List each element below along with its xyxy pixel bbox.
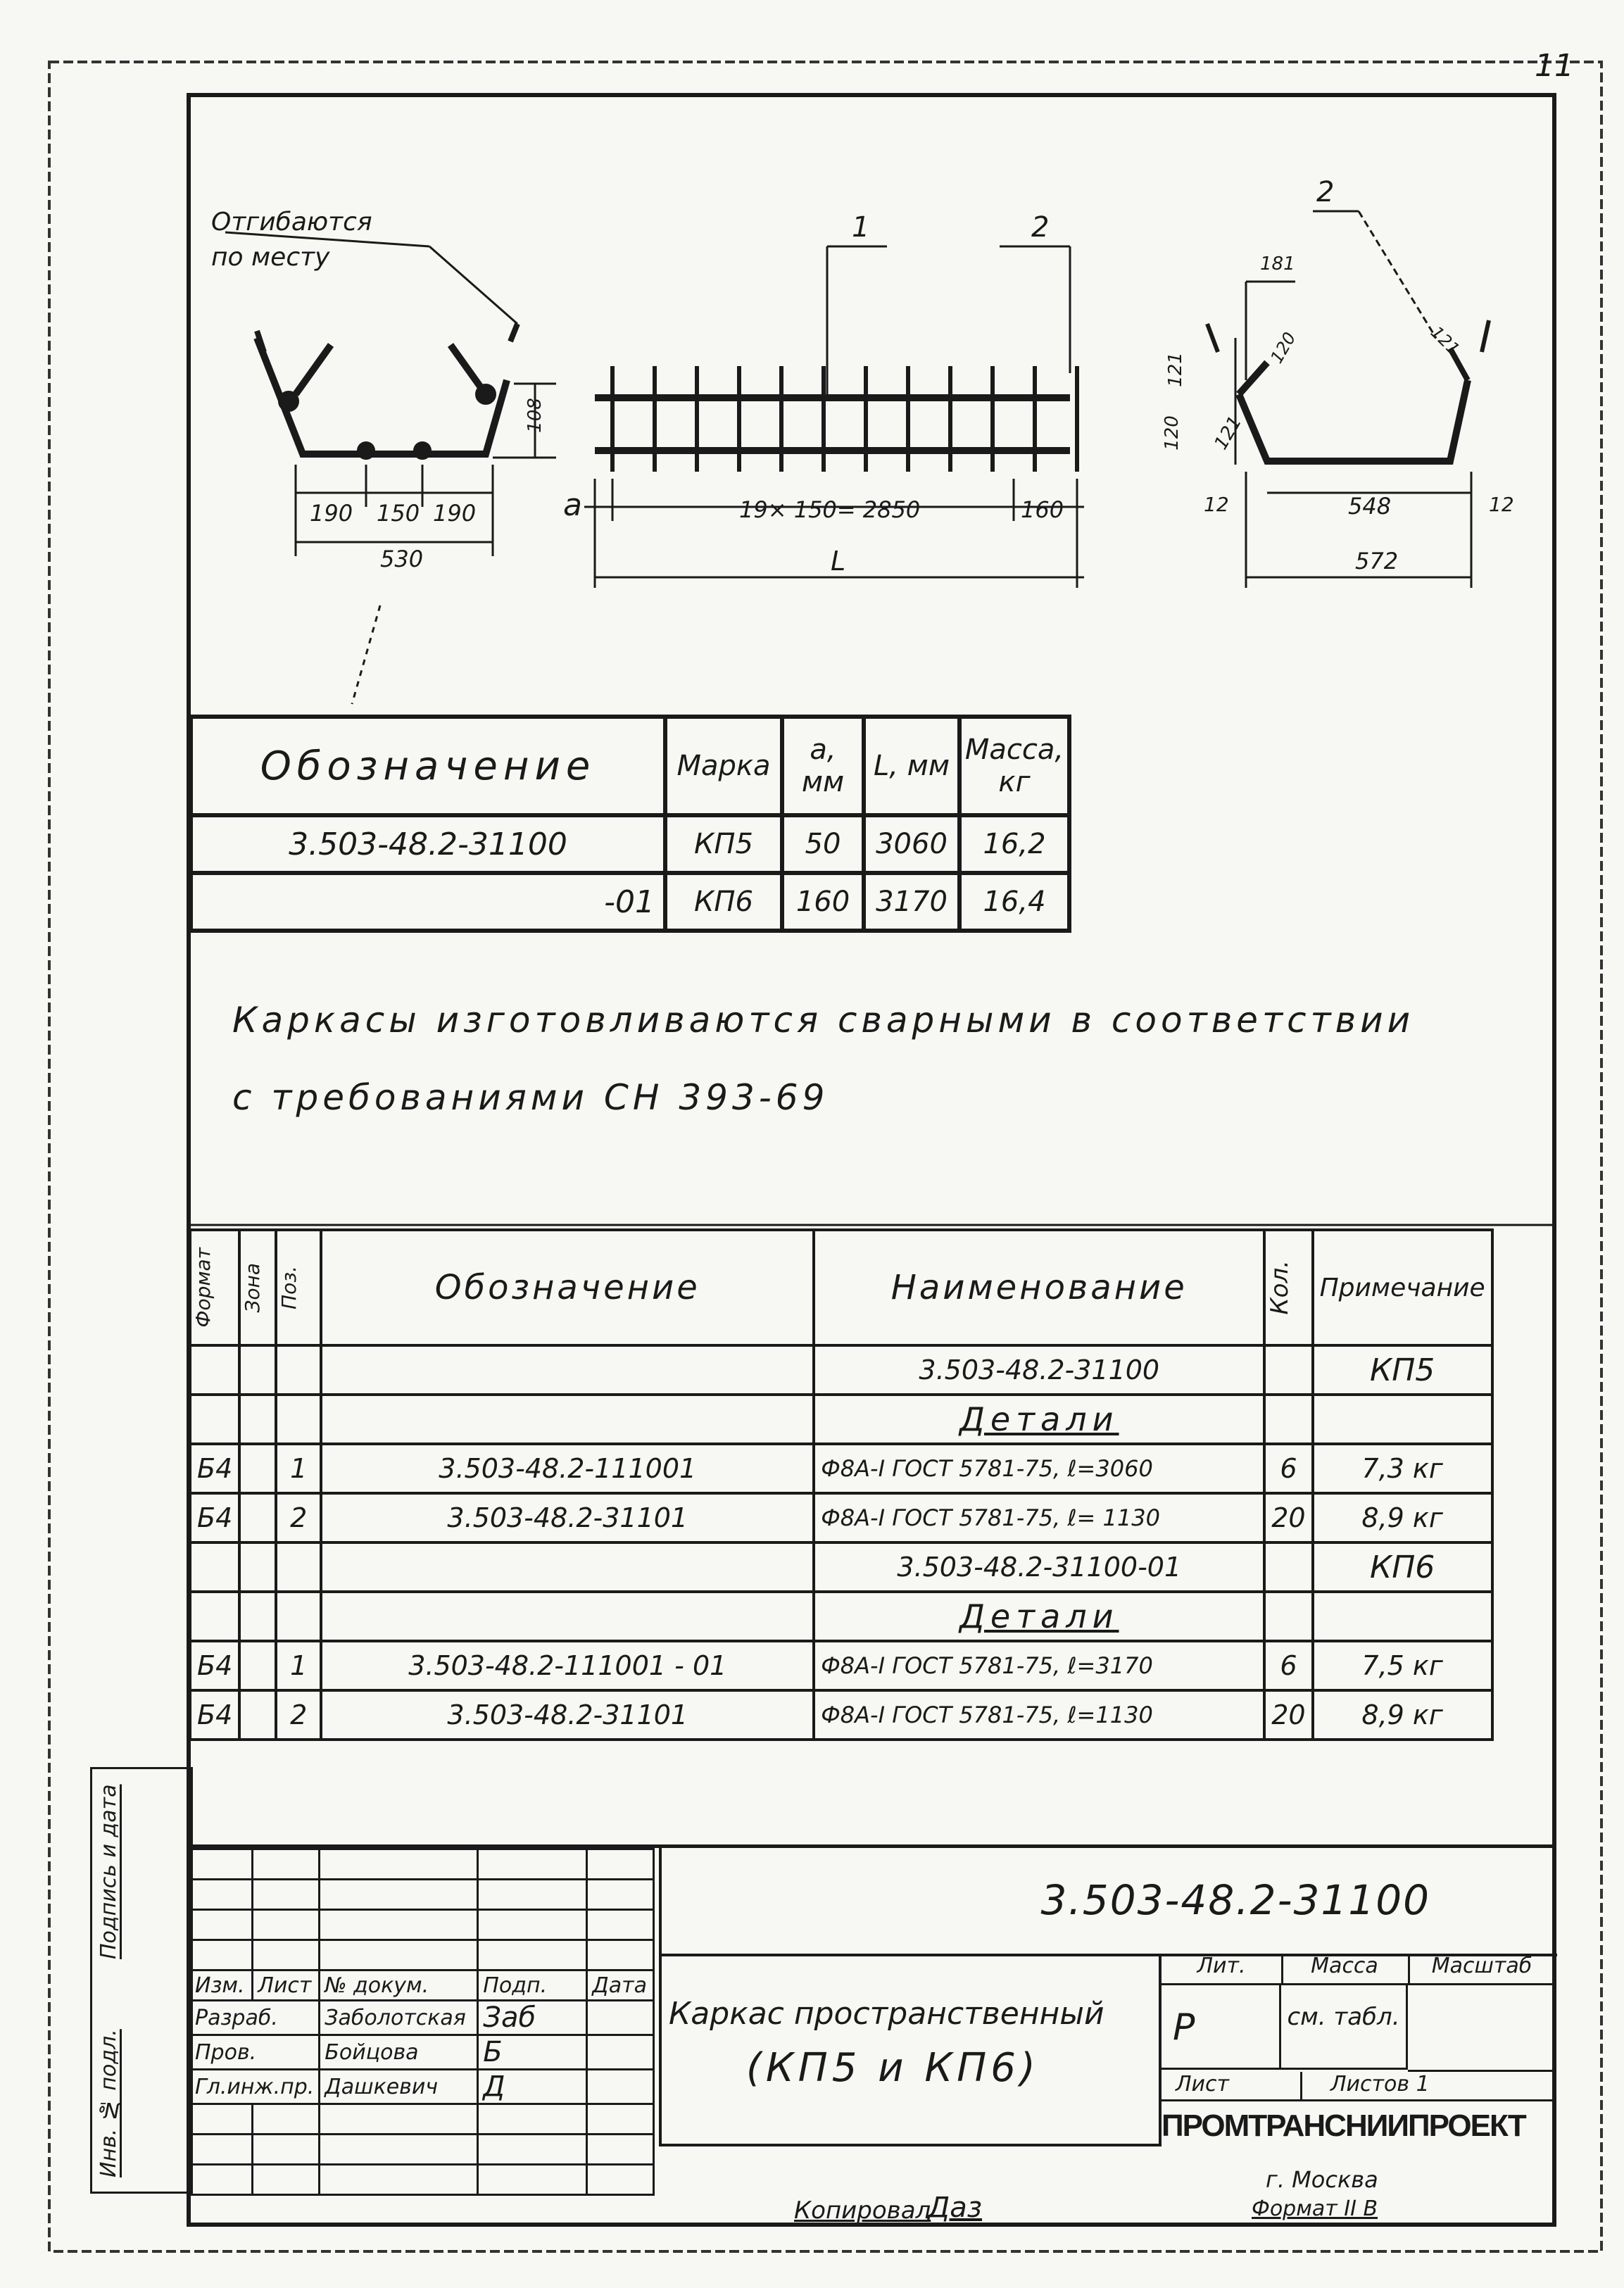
dim-mid-end: 160 <box>1021 496 1064 523</box>
spec-name: Ф8А-I ГОСТ 5781-75, ℓ= 1130 <box>814 1493 1264 1542</box>
spec-row <box>190 1592 1492 1641</box>
spec-header-row <box>190 1230 1492 1345</box>
spec-pos: 1 <box>276 1641 321 1690</box>
spec-format: Б4 <box>190 1641 239 1690</box>
marks-table <box>189 715 1071 933</box>
dim-left-total: 530 <box>380 546 424 572</box>
spec-designation: 3.503-48.2-111001 - 01 <box>321 1641 814 1690</box>
spec-name: Ф8А-I ГОСТ 5781-75, ℓ=3060 <box>814 1444 1264 1493</box>
tb-copied-sign: Даз <box>928 2192 983 2224</box>
mt-header-mark: Марка <box>665 717 782 815</box>
spec-qty: 6 <box>1264 1444 1312 1493</box>
spec-note: 8,9 кг <box>1313 1493 1492 1542</box>
tb-title-cell <box>659 1954 1162 2146</box>
spec-note: 7,5 кг <box>1313 1641 1492 1690</box>
mid-elevation-drawing <box>584 246 1084 588</box>
spec-row <box>190 1641 1492 1690</box>
spec-qty: 20 <box>1264 1690 1312 1740</box>
spec-zone <box>239 1345 276 1395</box>
mt-row <box>191 873 1069 931</box>
spec-row <box>190 1493 1492 1542</box>
tb-scale-value <box>1408 1985 1556 2072</box>
spec-header-pos: Поз. <box>277 1266 301 1309</box>
spec-row <box>190 1444 1492 1493</box>
tb-mass-label: Масса <box>1281 1954 1410 1985</box>
tb-mass-value: см. табл. <box>1281 1985 1408 2070</box>
spec-qty: 6 <box>1264 1641 1312 1690</box>
mt-mark: КП6 <box>665 873 782 931</box>
spec-zone <box>239 1641 276 1690</box>
callout-2: 2 <box>1031 211 1050 244</box>
note-bent-line1: Отгибаются <box>211 208 372 237</box>
tb-col-list: Лист <box>253 1970 320 2001</box>
dim-right-572: 572 <box>1355 548 1399 574</box>
mt-a: 160 <box>782 873 864 931</box>
spec-qty <box>1264 1592 1312 1641</box>
tb-col-date: Дата <box>587 1970 654 2001</box>
revision-grid <box>189 1848 655 2196</box>
spec-note: КП6 <box>1313 1542 1492 1592</box>
spec-qty <box>1264 1345 1312 1395</box>
dim-right-12b: 12 <box>1489 493 1514 516</box>
side-stamp <box>90 1767 193 2194</box>
spec-header-zone: Зона <box>241 1262 265 1313</box>
mt-designation: 3.503-48.2-31100 <box>191 815 665 873</box>
title-block <box>189 1844 1554 2228</box>
page-number: 11 <box>1535 48 1574 84</box>
spec-header-note: Примечание <box>1313 1230 1492 1345</box>
dim-right-121b: 121 <box>1210 413 1247 453</box>
spec-designation: 3.503-48.2-111001 <box>321 1444 814 1493</box>
spec-row <box>190 1395 1492 1444</box>
spec-note: КП5 <box>1313 1345 1492 1395</box>
tb-person: Дашкевич <box>320 2070 478 2104</box>
tb-sheet-label: Лист <box>1162 2072 1302 2101</box>
tb-scale-label: Масштаб <box>1408 1954 1556 1985</box>
spec-header-designation: Обозначение <box>321 1230 814 1345</box>
tb-code-cell <box>659 1848 1557 1956</box>
dim-right-12a: 12 <box>1204 493 1229 516</box>
mt-header-designation: Обозначение <box>191 717 665 815</box>
spec-pos <box>276 1345 321 1395</box>
spec-row <box>190 1690 1492 1740</box>
spec-header-qty: Кол. <box>1266 1260 1295 1315</box>
tb-sheets-label: Листов 1 <box>1302 2072 1556 2101</box>
spec-note: 7,3 кг <box>1313 1444 1492 1493</box>
spec-format: Б4 <box>190 1444 239 1493</box>
mt-mark: КП5 <box>665 815 782 873</box>
left-section-dims <box>225 232 556 704</box>
mt-designation: -01 <box>191 873 665 931</box>
spec-pos <box>276 1395 321 1444</box>
dim-right-top: 181 <box>1260 253 1295 275</box>
spec-format <box>190 1395 239 1444</box>
tb-role: Пров. <box>190 2035 320 2070</box>
spec-designation: 3.503-48.2-31101 <box>321 1690 814 1740</box>
spec-zone <box>239 1690 276 1740</box>
spec-name: Ф8А-I ГОСТ 5781-75, ℓ=1130 <box>814 1690 1264 1740</box>
dim-left-height: 108 <box>524 398 546 433</box>
spec-designation <box>321 1542 814 1592</box>
mt-l: 3170 <box>864 873 959 931</box>
mt-header-mass: Масса, кг <box>959 717 1069 815</box>
tb-title-line2: (КП5 и КП6) <box>746 2045 1040 2091</box>
spec-pos: 1 <box>276 1444 321 1493</box>
spec-section-title: Детали <box>814 1395 1264 1444</box>
side-stamp-sign: Подпись и дата <box>96 1784 121 1959</box>
note-bent-line2: по месту <box>211 243 330 272</box>
mt-l: 3060 <box>864 815 959 873</box>
mt-header-l: L, мм <box>864 717 959 815</box>
tb-col-doc: № докум. <box>320 1970 478 2001</box>
tb-format: Формат II В <box>1252 2196 1378 2221</box>
tb-copied: Копировал <box>794 2196 931 2225</box>
note-line-1: Каркасы изготовливаются сварными в соответствии <box>232 1000 1415 1041</box>
dim-right-170: 121 <box>1426 322 1464 360</box>
dim-mid-span: 19× 150= 2850 <box>739 496 921 523</box>
spec-qty: 20 <box>1264 1493 1312 1542</box>
spec-format <box>190 1592 239 1641</box>
dim-mid-length: L <box>831 546 846 577</box>
tb-lit-label: Лит. <box>1162 1954 1283 1985</box>
right-section-drawing <box>1207 211 1489 588</box>
spec-row <box>190 1345 1492 1395</box>
left-section-drawing <box>257 324 517 456</box>
dim-left-d2: 150 <box>377 500 420 527</box>
spec-zone <box>239 1493 276 1542</box>
spec-format <box>190 1345 239 1395</box>
tb-col-izm: Изм. <box>190 1970 253 2001</box>
dim-right-121a: 121 <box>1164 352 1186 387</box>
tb-person: Бойцова <box>320 2035 478 2070</box>
spec-name: 3.503-48.2-31100-01 <box>814 1542 1264 1592</box>
spec-designation <box>321 1395 814 1444</box>
tb-role: Гл.инж.пр. <box>190 2070 320 2104</box>
dim-mid-a: a <box>563 487 582 523</box>
spec-zone <box>239 1444 276 1493</box>
mt-row <box>191 815 1069 873</box>
callout-1: 1 <box>852 211 870 244</box>
dim-left-d3: 190 <box>433 500 477 527</box>
tb-role: Разраб. <box>190 2001 320 2035</box>
tb-doc-code: 3.503-48.2-31100 <box>1040 1876 1430 1924</box>
tb-signature: Б <box>478 2035 587 2070</box>
spec-note: 8,9 кг <box>1313 1690 1492 1740</box>
tb-signature: Д <box>478 2070 587 2104</box>
spec-section-title: Детали <box>814 1592 1264 1641</box>
tb-person: Заболотская <box>320 2001 478 2035</box>
mt-header-a: a, мм <box>782 717 864 815</box>
spec-name: 3.503-48.2-31100 <box>814 1345 1264 1395</box>
note-line-2: с требованиями СН 393-69 <box>232 1077 829 1118</box>
spec-table <box>189 1228 1494 1741</box>
spec-designation <box>321 1592 814 1641</box>
spec-header-name: Наименование <box>814 1230 1264 1345</box>
tb-signature: Заб <box>478 2001 587 2035</box>
dim-right-120b: 120 <box>1161 415 1183 451</box>
spec-format: Б4 <box>190 1690 239 1740</box>
spec-pos <box>276 1542 321 1592</box>
spec-row <box>190 1542 1492 1592</box>
spec-format <box>190 1542 239 1592</box>
spec-zone <box>239 1542 276 1592</box>
dim-right-120: 120 <box>1266 329 1300 367</box>
tb-props <box>1159 1954 1557 2144</box>
spec-format: Б4 <box>190 1493 239 1542</box>
callout-2-right: 2 <box>1316 176 1335 208</box>
side-stamp-inv: Инв. № подл. <box>96 2029 121 2177</box>
spec-pos <box>276 1592 321 1641</box>
dim-left-d1: 190 <box>310 500 353 527</box>
tb-title-line1: Каркас пространственный <box>669 1996 1104 2032</box>
spec-name: Ф8А-I ГОСТ 5781-75, ℓ=3170 <box>814 1641 1264 1690</box>
mt-a: 50 <box>782 815 864 873</box>
tb-lit-value: Р <box>1162 1985 1281 2070</box>
spec-note <box>1313 1395 1492 1444</box>
tb-org: ПРОМТРАНСНИИПРОЕКТ <box>1162 2108 1525 2143</box>
spec-qty <box>1264 1542 1312 1592</box>
spec-designation <box>321 1345 814 1395</box>
spec-note <box>1313 1592 1492 1641</box>
spec-header-format: Формат <box>191 1247 215 1328</box>
spec-qty <box>1264 1395 1312 1444</box>
mt-mass: 16,4 <box>959 873 1069 931</box>
dim-right-548: 548 <box>1348 493 1392 520</box>
spec-pos: 2 <box>276 1493 321 1542</box>
spec-designation: 3.503-48.2-31101 <box>321 1493 814 1542</box>
spec-zone <box>239 1395 276 1444</box>
spec-zone <box>239 1592 276 1641</box>
spec-pos: 2 <box>276 1690 321 1740</box>
tb-city: г. Москва <box>1266 2166 1378 2193</box>
tb-col-sign: Подп. <box>478 1970 587 2001</box>
mt-mass: 16,2 <box>959 815 1069 873</box>
